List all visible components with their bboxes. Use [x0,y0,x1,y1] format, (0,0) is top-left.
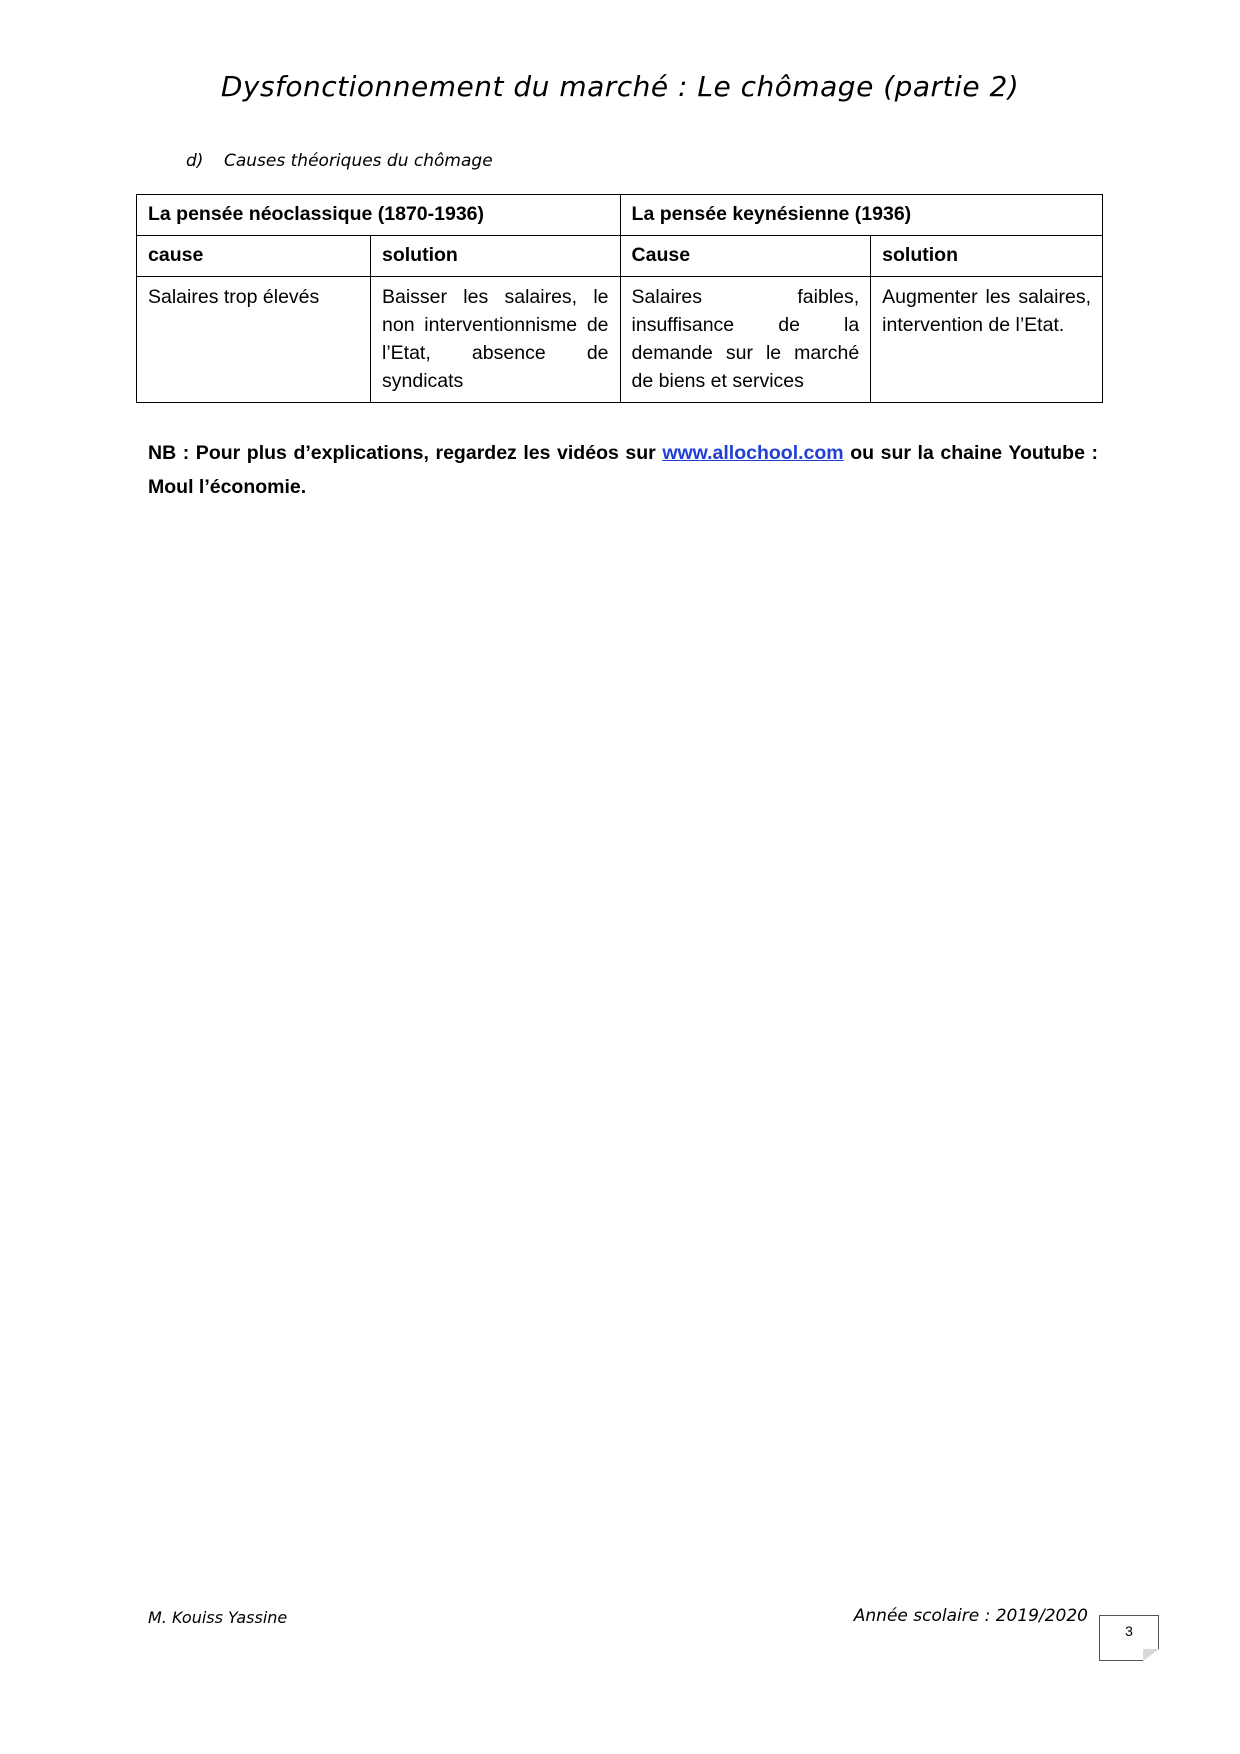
cell-keynesian-solution: Augmenter les salaires, intervention de l’Etat. [871,277,1103,403]
cell-keynesian-cause: Salaires faibles, insuffisance de la demande sur le marché de biens et services [620,277,871,403]
cell-neoclassical-solution: Baisser les salaires, le non interventionnisme de l’Etat, absence de syndicats [371,277,621,403]
page-fold-icon [1143,1649,1159,1661]
table-subheader-row [137,236,1103,277]
footer-school-year: Année scolaire : 2019/2020 [853,1606,1088,1626]
table-row [137,277,1103,403]
cell-neoclassical-cause: Salaires trop élevés [137,277,371,403]
page-title: Dysfonctionnement du marché : Le chômage (partie 2) [220,70,1020,103]
causes-table [136,194,1103,403]
group-header-keynesian: La pensée keynésienne (1936) [620,195,1102,236]
subheader-keynesian-solution: solution [871,236,1103,277]
note-prefix: NB : Pour plus d’explications, regardez les vidéos sur [148,442,663,464]
subheader-neoclassical-cause: cause [137,236,371,277]
group-header-neoclassical: La pensée néoclassique (1870-1936) [137,195,621,236]
note-suffix: ou sur la chaine Youtube : Moul l’économie. [148,442,1098,498]
table-group-header-row [137,195,1103,236]
section-heading [186,151,493,171]
subheader-neoclassical-solution: solution [371,236,621,277]
page-number: 3 [1125,1623,1133,1639]
note-paragraph [148,436,1098,504]
allochool-link[interactable]: www.allochool.com [662,442,844,464]
page-number-box [1099,1615,1159,1661]
footer-author: M. Kouiss Yassine [148,1608,288,1627]
section-heading-text: Causes théoriques du chômage [224,151,493,171]
subheader-keynesian-cause: Cause [620,236,871,277]
section-marker: d) [186,151,204,171]
